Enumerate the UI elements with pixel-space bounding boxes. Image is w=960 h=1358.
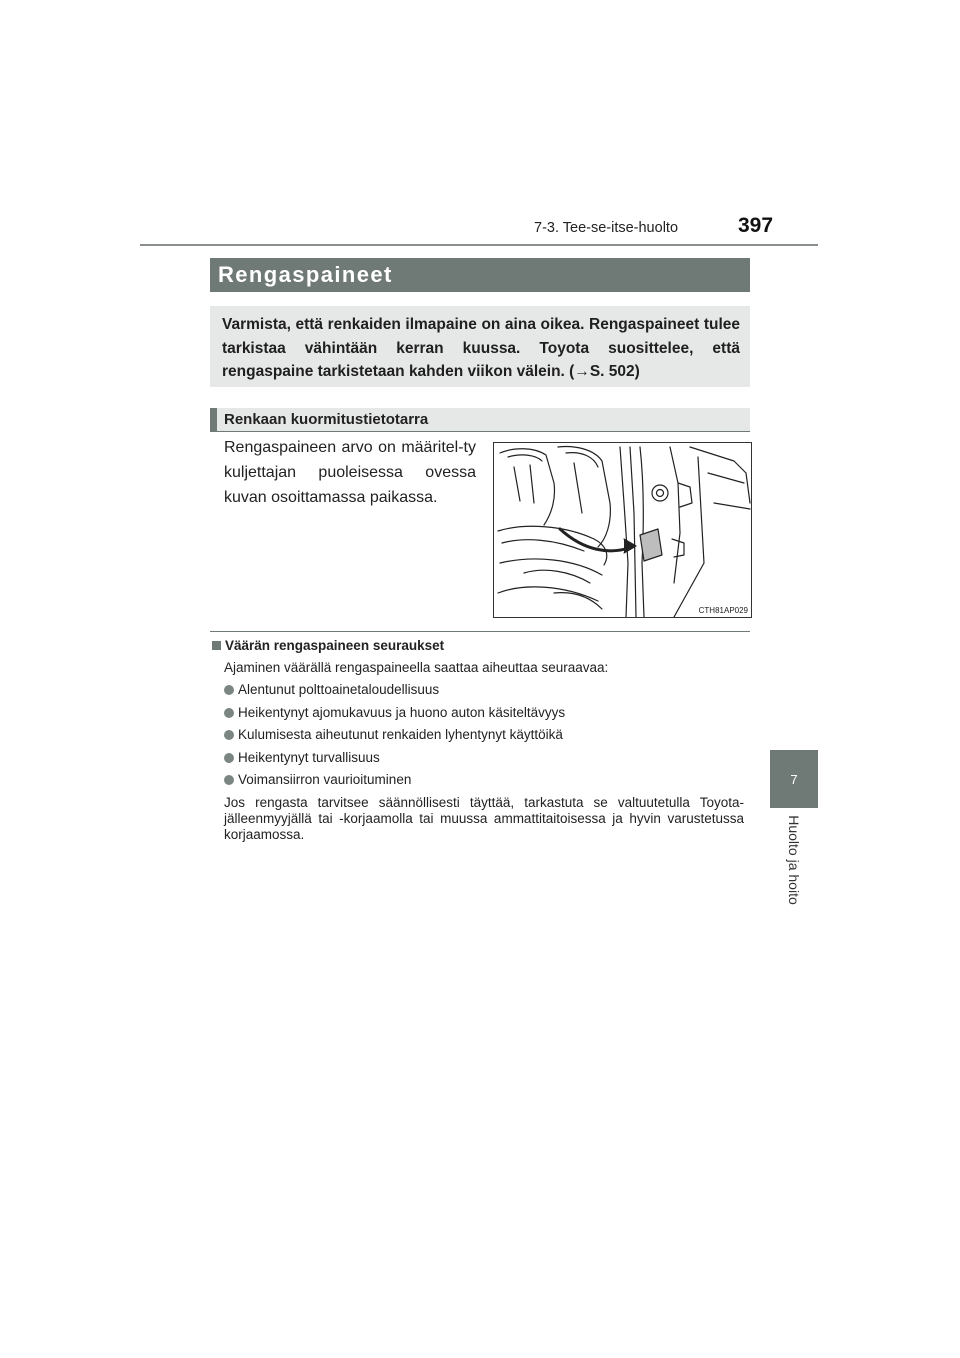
bullet-dot-icon xyxy=(224,708,234,718)
list-item xyxy=(224,682,439,697)
list-item xyxy=(224,750,380,765)
list-item xyxy=(224,705,565,720)
page-number: 397 xyxy=(738,214,774,237)
intro-text: Varmista, että renkaiden ilmapaine on aina oikea. Rengaspaineet tulee tarkistaa vähintään kerran kuussa. Toyota suosittelee, että rengaspaine tarkistetaan kahden viikon välein. (→S. 502) xyxy=(222,316,740,380)
section-header: 7-3. Tee-se-itse-huolto xyxy=(534,220,679,236)
list-item-text: Alentunut polttoainetaloudellisuus xyxy=(238,682,440,697)
consequences-outro: Jos rengasta tarvitsee säännöllisesti täyttää, tarkastuta se valtuutetulla Toyota-jälleenmyyjällä tai -korjaamolla tai muussa ammattitaitoisessa ja hyvin varustetussa korjaamossa. xyxy=(224,795,744,842)
figure-code: CTH81AP029 xyxy=(698,606,748,615)
subsection-heading: Renkaan kuormitustietotarra xyxy=(224,411,429,428)
bullet-dot-icon xyxy=(224,730,234,740)
bullet-dot-icon xyxy=(224,685,234,695)
list-item xyxy=(224,772,411,787)
header-rule xyxy=(140,244,818,246)
car-door-drawing xyxy=(494,443,751,617)
bullet-dot-icon xyxy=(224,775,234,785)
list-item-text: Heikentynyt turvallisuus xyxy=(238,750,380,765)
subsection-heading-rule xyxy=(210,431,750,432)
list-item-text: Heikentynyt ajomukavuus ja huono auton käsiteltävyys xyxy=(238,705,566,720)
list-item-text: Voimansiirron vaurioituminen xyxy=(238,772,412,787)
page-title: Rengaspaineet xyxy=(218,262,393,287)
bullet-dot-icon xyxy=(224,753,234,763)
square-bullet-icon xyxy=(212,641,221,650)
door-jamb-illustration xyxy=(493,442,752,618)
list-item xyxy=(224,727,563,742)
section-rule xyxy=(210,631,750,632)
chapter-title: Huolto ja hoito xyxy=(786,815,802,905)
subsection-heading-bar xyxy=(210,408,217,431)
consequences-intro: Ajaminen väärällä rengaspaineella saattaa aiheuttaa seuraavaa: xyxy=(224,660,609,675)
consequences-heading-text: Väärän rengaspaineen seuraukset xyxy=(225,638,445,653)
chapter-number: 7 xyxy=(790,772,798,787)
list-item-text: Kulumisesta aiheutunut renkaiden lyhentynyt käyttöikä xyxy=(238,727,563,742)
consequences-heading xyxy=(212,638,444,653)
label-location-text: Rengaspaineen arvo on määritel-ty kuljettajan puoleisessa ovessa kuvan osoittamassa paikassa. xyxy=(224,439,476,506)
